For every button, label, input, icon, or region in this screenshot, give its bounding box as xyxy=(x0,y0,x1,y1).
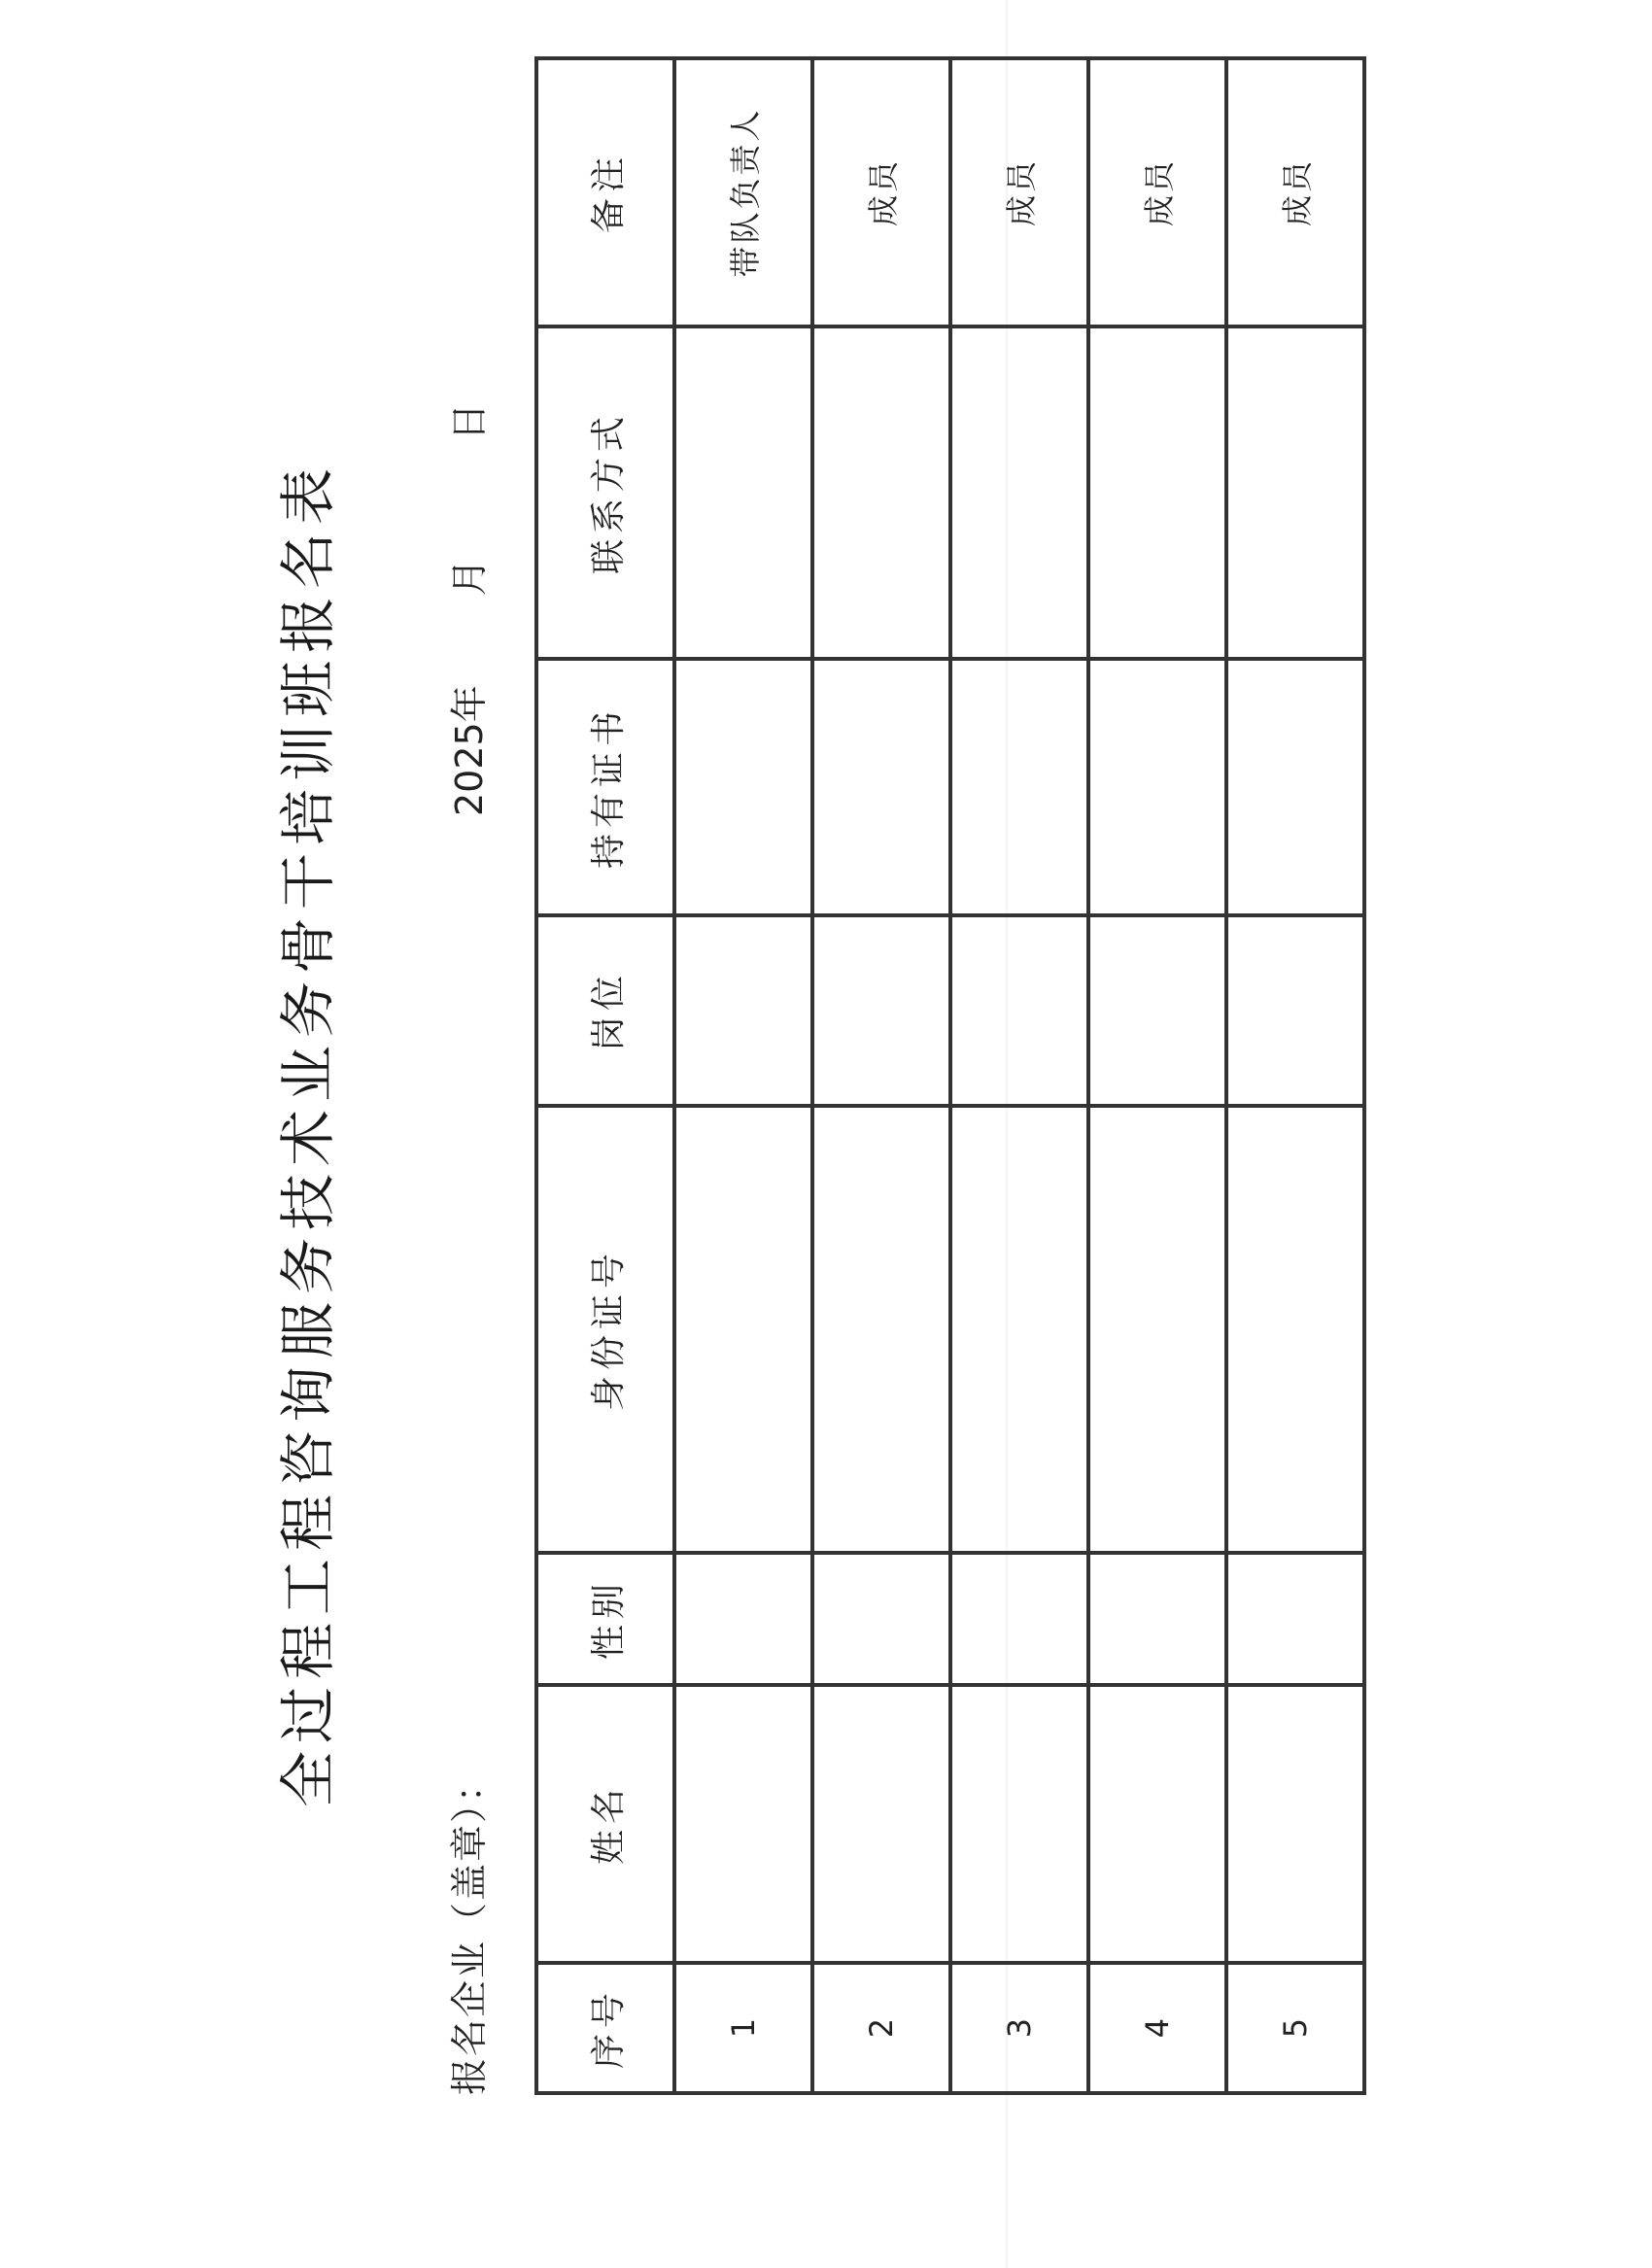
row-seq: 2 xyxy=(812,1963,950,2093)
table-header-row xyxy=(536,58,674,2093)
row-remark: 成员 xyxy=(950,58,1088,326)
position-cell[interactable] xyxy=(1226,915,1364,1106)
gender-cell[interactable] xyxy=(674,1553,812,1685)
row-seq: 1 xyxy=(674,1963,812,2093)
date-block xyxy=(439,403,493,816)
certificate-cell[interactable] xyxy=(812,659,950,915)
date-day: 日 xyxy=(448,403,491,441)
position-cell[interactable] xyxy=(812,915,950,1106)
name-cell[interactable] xyxy=(1226,1685,1364,1963)
header-seq: 序号 xyxy=(536,1963,674,2093)
certificate-cell[interactable] xyxy=(1088,659,1226,915)
header-position: 岗位 xyxy=(536,915,674,1106)
name-cell[interactable] xyxy=(950,1685,1088,1963)
id-number-cell[interactable] xyxy=(812,1106,950,1553)
name-cell[interactable] xyxy=(674,1685,812,1963)
contact-cell[interactable] xyxy=(1226,326,1364,659)
header-id-number: 身份证号 xyxy=(536,1106,674,1553)
id-number-cell[interactable] xyxy=(674,1106,812,1553)
contact-cell[interactable] xyxy=(1088,326,1226,659)
row-seq: 5 xyxy=(1226,1963,1364,2093)
id-number-cell[interactable] xyxy=(1226,1106,1364,1553)
row-remark: 成员 xyxy=(812,58,950,326)
table-row xyxy=(674,58,812,2093)
row-remark: 成员 xyxy=(1088,58,1226,326)
header-name: 姓名 xyxy=(536,1685,674,1963)
header-certificate: 持有证书 xyxy=(536,659,674,915)
date-month: 月 xyxy=(448,559,491,597)
gender-cell[interactable] xyxy=(1088,1553,1226,1685)
id-number-cell[interactable] xyxy=(950,1106,1088,1553)
table-row xyxy=(1088,58,1226,2093)
certificate-cell[interactable] xyxy=(1226,659,1364,915)
form-title: 全过程工程咨询服务技术业务骨干培训班报名表 xyxy=(275,461,341,1808)
name-cell[interactable] xyxy=(812,1685,950,1963)
header-remark: 备注 xyxy=(536,58,674,326)
contact-cell[interactable] xyxy=(812,326,950,659)
certificate-cell[interactable] xyxy=(674,659,812,915)
header-contact: 联系方式 xyxy=(536,326,674,659)
table-row xyxy=(950,58,1088,2093)
row-remark: 带队负责人 xyxy=(674,58,812,326)
row-remark: 成员 xyxy=(1226,58,1364,326)
company-label: 报名企业（盖章）： xyxy=(448,1763,491,2095)
position-cell[interactable] xyxy=(1088,915,1226,1106)
gender-cell[interactable] xyxy=(1226,1553,1364,1685)
certificate-cell[interactable] xyxy=(950,659,1088,915)
header-gender: 性别 xyxy=(536,1553,674,1685)
gender-cell[interactable] xyxy=(812,1553,950,1685)
position-cell[interactable] xyxy=(674,915,812,1106)
id-number-cell[interactable] xyxy=(1088,1106,1226,1553)
contact-cell[interactable] xyxy=(950,326,1088,659)
form-meta-row xyxy=(439,152,498,2095)
table-row xyxy=(1226,58,1364,2093)
row-seq: 4 xyxy=(1088,1963,1226,2093)
contact-cell[interactable] xyxy=(674,326,812,659)
position-cell[interactable] xyxy=(950,915,1088,1106)
table-row xyxy=(812,58,950,2093)
date-year: 2025年 xyxy=(448,685,491,816)
registration-table xyxy=(534,56,1366,2095)
row-seq: 3 xyxy=(950,1963,1088,2093)
name-cell[interactable] xyxy=(1088,1685,1226,1963)
gender-cell[interactable] xyxy=(950,1553,1088,1685)
